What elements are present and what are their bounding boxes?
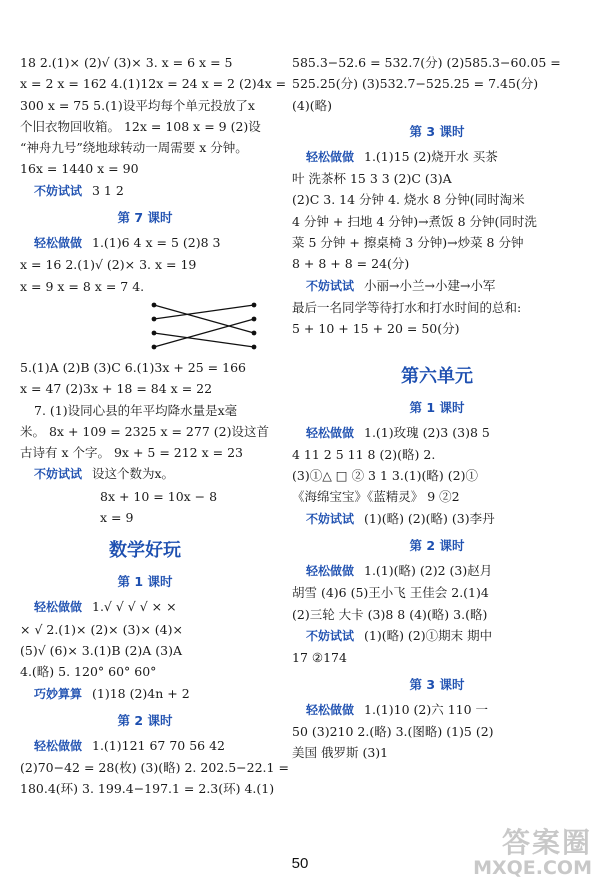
answer-line: 《海绵宝宝》《蓝精灵》 9 ②2 <box>292 489 460 505</box>
answer-line: 180.4(环) 3. 199.4−197.1 = 2.3(环) 4.(1) <box>20 781 275 797</box>
easy-do-row <box>20 596 270 618</box>
try-it-label: 不妨试试 <box>306 511 355 526</box>
answer-line: (2)70−42 = 28(枚) (3)(略) 2. 202.5−22.1 = <box>20 760 289 776</box>
easy-do-row <box>20 232 270 254</box>
match-line <box>154 319 254 347</box>
answer-line: 胡雪 (4)6 (5)王小飞 王佳会 2.(1)4 <box>292 585 489 601</box>
clever-calc-row <box>20 683 270 705</box>
easy-do-label: 轻松做做 <box>306 149 355 164</box>
answer-text: 1.(1)玫瑰 (2)3 (3)8 5 <box>364 424 490 440</box>
answer-line: 米。 8x + 109 = 2325 x = 277 (2)设这首 <box>20 423 269 439</box>
answer-line: x = 16 2.(1)√ (2)× 3. x = 19 <box>20 257 197 273</box>
answer-line: 最后一名同学等待打水和打水时间的总和: <box>292 299 522 315</box>
equation-line: 8x + 10 = 10x − 8 <box>100 488 218 504</box>
right-column <box>292 52 582 763</box>
page-number: 50 <box>291 855 309 872</box>
try-it-answer: 设这个数为x。 <box>92 466 175 482</box>
lesson-3-heading: 第 3 课时 <box>409 123 465 139</box>
answer-line: (3)①△ □ ② 3 1 3.(1)(略) (2)① <box>292 468 478 484</box>
watermark-url: MXQE.COM <box>473 857 592 879</box>
answer-line: x = 9 x = 8 x = 7 4. <box>20 278 145 294</box>
watermark-logo <box>473 828 592 878</box>
match-line <box>154 333 254 347</box>
answer-text: 1.(1)(略) (2)2 (3)赵月 <box>364 563 493 579</box>
clever-calc-answer: (1)18 (2)4n + 2 <box>92 685 190 701</box>
answer-line: 4 分钟 + 扫地 4 分钟)→煮饭 8 分钟(同时洗 <box>292 213 537 229</box>
unit-6-heading: 第六单元 <box>401 365 473 387</box>
easy-do-label: 轻松做做 <box>34 236 83 251</box>
lesson-2-heading: 第 2 课时 <box>117 712 173 728</box>
answer-line: 美国 俄罗斯 (3)1 <box>292 745 389 761</box>
equation-line: x = 9 <box>100 510 134 526</box>
easy-do-row <box>20 735 270 757</box>
easy-do-label: 轻松做做 <box>34 600 83 615</box>
unit-heading-math-fun: 数学好玩 <box>109 540 181 562</box>
answer-line: 5.(1)A (2)B (3)C 6.(1)3x + 25 = 166 <box>20 359 246 375</box>
answer-line: 叶 洗茶杯 15 3 3 (2)C (3)A <box>292 171 452 187</box>
answer-line: (2)C 3. 14 分钟 4. 烧水 8 分钟(同时淘米 <box>292 192 525 208</box>
answer-line: 菜 5 分钟 + 擦桌椅 3 分钟)→炒菜 8 分钟 <box>292 235 524 251</box>
try-it-answer: 小丽→小兰→小建→小军 <box>364 277 496 293</box>
answer-line: 50 (3)210 2.(略) 3.(图略) (1)5 (2) <box>292 723 494 739</box>
try-it-label: 不妨试试 <box>306 278 355 293</box>
easy-do-row <box>292 560 582 582</box>
answer-line: 17 ②174 <box>292 650 347 666</box>
answer-line: 7. (1)设同心县的年平均降水量是x毫 <box>34 402 238 418</box>
lesson-3-heading: 第 3 课时 <box>409 676 465 692</box>
left-column <box>20 52 289 800</box>
easy-do-label: 轻松做做 <box>34 738 83 753</box>
easy-do-row <box>292 422 582 444</box>
easy-do-label: 轻松做做 <box>306 425 355 440</box>
answer-line: “神舟九号”绕地球转动一周需要 x 分钟。 <box>20 140 248 156</box>
answer-line: 古诗有 x 个字。 9x + 5 = 212 x = 23 <box>20 445 243 461</box>
answer-line: (2)三轮 大卡 (3)8 8 (4)(略) 3.(略) <box>292 606 488 622</box>
answer-line: 585.3−52.6 = 532.7(分) (2)585.3−60.05 = <box>292 55 561 70</box>
match-line <box>154 305 254 319</box>
try-it-label: 不妨试试 <box>34 467 83 482</box>
answer-text: 1.√ √ √ √ × × <box>92 599 177 615</box>
try-it-label: 不妨试试 <box>34 183 83 198</box>
answer-line: 16x = 1440 x = 90 <box>20 161 139 177</box>
easy-do-label: 轻松做做 <box>306 702 355 717</box>
try-it-row <box>292 625 582 647</box>
try-it-row <box>20 463 270 485</box>
answer-line: 18 2.(1)× (2)√ (3)× 3. x = 6 x = 5 <box>20 55 233 70</box>
try-it-row <box>292 275 582 297</box>
answer-line: 个旧衣物回收箱。 12x = 108 x = 9 (2)设 <box>20 118 261 134</box>
lesson-1-heading: 第 1 课时 <box>409 399 465 415</box>
matching-lines-figure <box>20 299 270 353</box>
matching-diagram <box>148 299 260 353</box>
lesson-1-heading: 第 1 课时 <box>117 574 173 590</box>
try-it-answer: (1)(略) (2)(略) (3)李丹 <box>364 510 495 526</box>
try-it-answer: 3 1 2 <box>92 182 124 198</box>
answer-line: x = 47 (2)3x + 18 = 84 x = 22 <box>20 381 213 397</box>
lesson-2-heading: 第 2 课时 <box>409 538 465 554</box>
answer-line: 4 11 2 5 11 8 (2)(略) 2. <box>292 446 436 462</box>
answer-line: (4)(略) <box>292 97 332 113</box>
answer-line: 300 x = 75 5.(1)设平均每个单元投放了x <box>20 97 255 113</box>
try-it-answer: (1)(略) (2)①期末 期中 <box>364 627 493 643</box>
answer-text: 1.(1)10 (2)六 110 一 <box>364 701 489 717</box>
try-it-row <box>292 508 582 530</box>
answer-line: 5 + 10 + 15 + 20 = 50(分) <box>292 321 460 337</box>
match-line <box>154 305 254 333</box>
answer-line: × √ 2.(1)× (2)× (3)× (4)× <box>20 621 183 637</box>
answer-line: 4.(略) 5. 120° 60° 60° <box>20 664 157 680</box>
answer-line: 525.25(分) (3)532.7−525.25 = 7.45(分) <box>292 76 539 92</box>
watermark-text: 答案圈 <box>501 826 592 859</box>
answer-line: x = 2 x = 162 4.(1)12x = 24 x = 2 (2)4x = <box>20 76 287 92</box>
answer-text: 1.(1)6 4 x = 5 (2)8 3 <box>92 235 221 251</box>
answer-line: 8 + 8 + 8 = 24(分) <box>292 256 410 272</box>
lesson-7-heading: 第 7 课时 <box>117 210 173 226</box>
try-it-row <box>20 180 270 202</box>
answer-text: 1.(1)121 67 70 56 42 <box>92 737 226 753</box>
answer-line: (5)√ (6)× 3.(1)B (2)A (3)A <box>20 642 183 658</box>
easy-do-row <box>292 146 582 168</box>
try-it-label: 不妨试试 <box>306 628 355 643</box>
answer-text: 1.(1)15 (2)烧开水 买茶 <box>364 148 498 164</box>
easy-do-label: 轻松做做 <box>306 564 355 579</box>
easy-do-row <box>292 699 582 721</box>
clever-calc-label: 巧妙算算 <box>34 686 83 701</box>
